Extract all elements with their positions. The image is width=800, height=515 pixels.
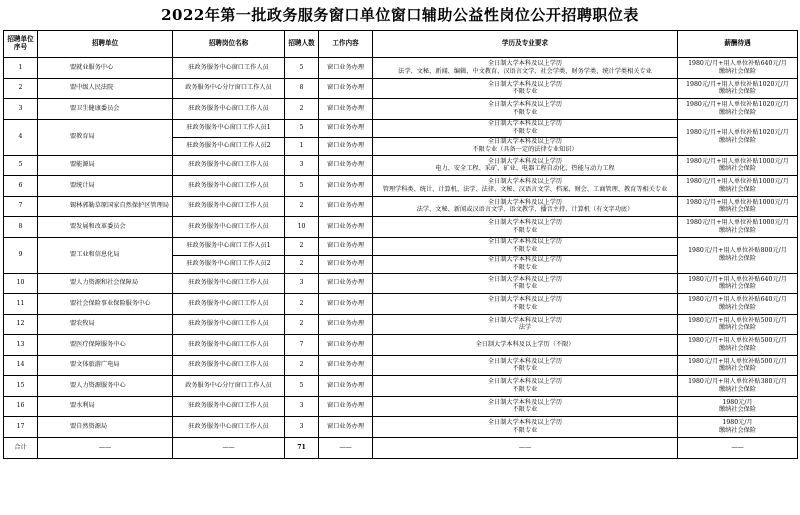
work-cell: 窗口业务办理 (319, 58, 373, 79)
total-label: 合计 (4, 437, 38, 458)
edu-major: 不限专业 (512, 88, 538, 96)
edu-major: 不限专业 (512, 128, 538, 135)
salary-insurance: 缴纳社会保险 (718, 185, 757, 193)
salary-amount: 1980元/月+用人单位补贴640元/月 (688, 296, 787, 304)
salary-amount: 1980元/月+用人单位补贴500元/月 (688, 316, 787, 324)
count-cell: 2 (285, 314, 319, 335)
salary-insurance: 缴纳社会保险 (718, 88, 757, 96)
count-cell: 5 (285, 58, 319, 79)
edu-degree: 全日制大学本科及以上学历 (487, 219, 563, 227)
edu-major: 不限专业 (512, 283, 538, 291)
edu-degree: 全日制大学本科及以上学历 (487, 198, 563, 206)
seq-cell: 11 (4, 294, 38, 315)
position-cell: 驻政务服务中心窗口工作人员 (173, 99, 285, 120)
unit-cell: 盟就业服务中心 (38, 58, 173, 79)
position-cell: 驻政务服务中心窗口工作人员 (173, 396, 285, 417)
position-cell: 驻政务服务中心窗口工作人员1 (173, 237, 285, 255)
edu-cell (373, 78, 678, 99)
count-cell: 8 (285, 78, 319, 99)
count-cell: 2 (285, 196, 319, 217)
edu-cell (373, 196, 678, 217)
salary-insurance: 缴纳社会保险 (718, 67, 757, 75)
count-cell: 2 (285, 355, 319, 376)
positions-table (3, 30, 798, 459)
salary-amount: 1980元/月+用人单位补贴1000元/月 (686, 219, 789, 227)
edu-degree: 全日制大学本科及以上学历 (487, 178, 563, 186)
edu-cell (373, 273, 678, 294)
total-edu: —— (373, 437, 678, 458)
edu-degree: 全日制大学本科及以上学历 (487, 316, 563, 324)
unit-cell: 盟统计局 (38, 176, 173, 197)
edu-cell (373, 99, 678, 120)
work-cell: 窗口业务办理 (319, 217, 373, 238)
work-cell: 窗口业务办理 (319, 396, 373, 417)
table-row (4, 176, 798, 197)
edu-cell (373, 376, 678, 397)
work-cell: 窗口业务办理 (319, 196, 373, 217)
edu-major: 不限专业 (512, 406, 538, 414)
seq-cell: 7 (4, 196, 38, 217)
position-cell: 驻政务服务中心窗口工作人员 (173, 155, 285, 176)
edu-degree: 全日制大学本科及以上学历 (487, 275, 563, 283)
work-cell: 窗口业务办理 (319, 176, 373, 197)
salary-cell (678, 237, 798, 273)
salary-cell (678, 294, 798, 315)
work-cell: 窗口业务办理 (319, 137, 373, 155)
count-cell: 2 (285, 237, 319, 255)
unit-cell: 锡林郭勒草原国家自然保护区管理局 (38, 196, 173, 217)
salary-insurance: 缴纳社会保险 (718, 255, 757, 262)
seq-cell: 2 (4, 78, 38, 99)
table-row (4, 196, 798, 217)
table-row (4, 99, 798, 120)
unit-cell: 盟中级人民法院 (38, 78, 173, 99)
salary-insurance: 缴纳社会保险 (718, 426, 757, 434)
salary-cell (678, 217, 798, 238)
salary-insurance: 缴纳社会保险 (718, 365, 757, 373)
edu-major: 电力、安全工程、采矿、矿业、电器工程自动化、热能与动力工程 (435, 165, 615, 173)
edu-degree: 全日制大学本科及以上学历 (487, 80, 563, 88)
salary-amount: 1980元/月+用人单位补贴640元/月 (688, 275, 787, 283)
edu-cell (373, 155, 678, 176)
total-work: —— (319, 437, 373, 458)
position-cell: 驻政务服务中心窗口工作人员 (173, 417, 285, 438)
position-cell: 驻政务服务中心窗口工作人员 (173, 217, 285, 238)
salary-insurance: 缴纳社会保险 (718, 324, 757, 332)
header-work: 工作内容 (319, 31, 373, 58)
edu-degree: 全日制大学本科及以上学历 (487, 157, 563, 165)
salary-cell (678, 355, 798, 376)
count-cell: 5 (285, 119, 319, 137)
table-row (4, 396, 798, 417)
salary-cell (678, 417, 798, 438)
table-row (4, 78, 798, 99)
count-cell: 3 (285, 155, 319, 176)
edu-degree: 全日制大学本科及以上学历 (487, 101, 563, 109)
total-position: —— (173, 437, 285, 458)
table-row (4, 376, 798, 397)
table-row (4, 273, 798, 294)
position-cell: 驻政务服务中心窗口工作人员 (173, 335, 285, 356)
salary-amount: 1980元/月+用人单位补贴1020元/月 (686, 80, 789, 88)
position-cell: 驻政务服务中心窗口工作人员2 (173, 137, 285, 155)
header-count: 招聘人数 (285, 31, 319, 58)
edu-cell (373, 58, 678, 79)
unit-cell: 盟农牧局 (38, 314, 173, 335)
unit-cell: 盟能源局 (38, 155, 173, 176)
count-cell: 2 (285, 255, 319, 273)
salary-cell (678, 273, 798, 294)
unit-cell: 盟卫生健康委员会 (38, 99, 173, 120)
salary-cell (678, 335, 798, 356)
unit-cell: 盟工业和信息化局 (38, 237, 173, 273)
edu-major: 法学、文秘、新闻或汉语言文学、语文教学、播音主持、计算机（有文字功底） (416, 206, 634, 214)
seq-cell: 5 (4, 155, 38, 176)
count-cell: 2 (285, 99, 319, 120)
count-cell: 2 (285, 294, 319, 315)
unit-cell: 盟文体旅游广电局 (38, 355, 173, 376)
header-edu: 学历及专业要求 (373, 31, 678, 58)
count-cell: 5 (285, 376, 319, 397)
salary-amount: 1980元/月+用人单位补贴1020元/月 (686, 129, 789, 137)
position-cell: 驻政务服务中心窗口工作人员 (173, 294, 285, 315)
unit-cell: 盟社会保险事业保险服务中心 (38, 294, 173, 315)
salary-insurance: 缴纳社会保险 (718, 206, 757, 214)
seq-cell: 15 (4, 376, 38, 397)
table-row (4, 314, 798, 335)
salary-amount: 1980元/月+用人单位补贴800元/月 (688, 247, 787, 255)
salary-cell (678, 155, 798, 176)
seq-cell: 13 (4, 335, 38, 356)
salary-cell (678, 176, 798, 197)
salary-cell (678, 196, 798, 217)
table-row (4, 217, 798, 238)
header-position: 招聘岗位名称 (173, 31, 285, 58)
seq-cell: 10 (4, 273, 38, 294)
edu-cell (373, 237, 678, 255)
salary-insurance: 缴纳社会保险 (718, 137, 757, 144)
header-unit: 招聘单位 (38, 31, 173, 58)
edu-degree: 全日制大学本科及以上学历（不限） (475, 340, 575, 348)
salary-insurance: 缴纳社会保险 (718, 283, 757, 291)
position-cell: 驻政务服务中心窗口工作人员 (173, 176, 285, 197)
edu-cell (373, 176, 678, 197)
salary-amount: 1980元/月+用人单位补贴640元/月 (688, 60, 787, 68)
table-row (4, 335, 798, 356)
edu-major: 不限专业（具备一定的法律专业知识） (472, 146, 578, 153)
position-cell: 驻政务服务中心窗口工作人员 (173, 58, 285, 79)
edu-degree: 全日制大学本科及以上学历 (487, 256, 563, 264)
edu-cell (373, 217, 678, 238)
seq-cell: 17 (4, 417, 38, 438)
work-cell: 窗口业务办理 (319, 355, 373, 376)
total-salary: —— (678, 437, 798, 458)
work-cell: 窗口业务办理 (319, 273, 373, 294)
unit-cell: 盟人力资源和社会保障局 (38, 273, 173, 294)
salary-insurance: 缴纳社会保险 (718, 108, 757, 116)
edu-cell (373, 294, 678, 315)
total-count: 71 (285, 437, 319, 458)
table-row (4, 155, 798, 176)
salary-amount: 1980元/月 (722, 419, 753, 427)
table-row (4, 237, 798, 255)
edu-major: 法学 (518, 324, 532, 332)
seq-cell: 16 (4, 396, 38, 417)
salary-amount: 1980元/月 (722, 398, 753, 406)
unit-cell: 盟自然资源局 (38, 417, 173, 438)
edu-cell (373, 417, 678, 438)
position-cell: 驻政务服务中心窗口工作人员 (173, 273, 285, 294)
seq-cell: 9 (4, 237, 38, 273)
work-cell: 窗口业务办理 (319, 78, 373, 99)
seq-cell: 4 (4, 119, 38, 155)
table-row (4, 58, 798, 79)
edu-major: 不限专业 (512, 108, 538, 116)
salary-amount: 1980元/月+用人单位补贴500元/月 (688, 337, 787, 345)
seq-cell: 14 (4, 355, 38, 376)
edu-degree: 全日制大学本科及以上学历 (487, 398, 563, 406)
work-cell: 窗口业务办理 (319, 119, 373, 137)
page-title: 2022年第一批政务服务窗口单位窗口辅助公益性岗位公开招聘职位表 (161, 6, 639, 24)
salary-insurance: 缴纳社会保险 (718, 303, 757, 311)
salary-insurance: 缴纳社会保险 (718, 226, 757, 234)
edu-cell (373, 255, 678, 273)
salary-amount: 1980元/月+用人单位补贴380元/月 (688, 378, 787, 386)
seq-cell: 12 (4, 314, 38, 335)
edu-major: 管理学科类、统计、计算机、法学、法律、文秘、汉语言文学、档案、财会、工商管理、教育等相关专业 (382, 185, 668, 193)
work-cell: 窗口业务办理 (319, 376, 373, 397)
seq-cell: 3 (4, 99, 38, 120)
seq-cell: 6 (4, 176, 38, 197)
salary-insurance: 缴纳社会保险 (718, 406, 757, 414)
count-cell: 3 (285, 417, 319, 438)
edu-degree: 全日制大学本科及以上学历 (487, 60, 563, 68)
table-row (4, 417, 798, 438)
position-cell: 政务服务中心分厅窗口工作人员 (173, 78, 285, 99)
count-cell: 7 (285, 335, 319, 356)
seq-cell: 8 (4, 217, 38, 238)
edu-degree: 全日制大学本科及以上学历 (487, 238, 563, 246)
table-row (4, 294, 798, 315)
salary-cell (678, 78, 798, 99)
seq-cell: 1 (4, 58, 38, 79)
edu-cell (373, 335, 678, 356)
edu-degree: 全日制大学本科及以上学历 (487, 419, 563, 427)
salary-amount: 1980元/月+用人单位补贴1020元/月 (686, 101, 789, 109)
salary-amount: 1980元/月+用人单位补贴1000元/月 (686, 198, 789, 206)
work-cell: 窗口业务办理 (319, 255, 373, 273)
total-unit: —— (38, 437, 173, 458)
edu-degree: 全日制大学本科及以上学历 (487, 120, 563, 128)
edu-degree: 全日制大学本科及以上学历 (487, 296, 563, 304)
salary-insurance: 缴纳社会保险 (718, 385, 757, 393)
salary-insurance: 缴纳社会保险 (718, 165, 757, 173)
edu-cell (373, 314, 678, 335)
edu-degree: 全日制大学本科及以上学历 (487, 357, 563, 365)
position-cell: 驻政务服务中心窗口工作人员2 (173, 255, 285, 273)
salary-cell (678, 314, 798, 335)
position-cell: 政务服务中心分厅窗口工作人员 (173, 376, 285, 397)
salary-cell (678, 99, 798, 120)
table-body (4, 58, 798, 459)
work-cell: 窗口业务办理 (319, 294, 373, 315)
salary-insurance: 缴纳社会保险 (718, 344, 757, 352)
count-cell: 3 (285, 273, 319, 294)
edu-major: 不限专业 (512, 226, 538, 234)
salary-amount: 1980元/月+用人单位补贴1000元/月 (686, 157, 789, 165)
count-cell: 1 (285, 137, 319, 155)
edu-major: 不限专业 (512, 246, 538, 253)
edu-major: 法学、文秘、新闻、编辑、中文教育、汉语言文学、社会学类、财务学类、统计学类相关专业 (398, 67, 652, 75)
position-cell: 驻政务服务中心窗口工作人员1 (173, 119, 285, 137)
unit-cell: 盟教育局 (38, 119, 173, 155)
edu-major: 不限专业 (512, 385, 538, 393)
edu-degree: 全日制大学本科及以上学历 (487, 378, 563, 386)
salary-amount: 1980元/月+用人单位补贴1000元/月 (686, 178, 789, 186)
header-seq: 招聘单位序号 (4, 31, 38, 58)
salary-cell (678, 396, 798, 417)
unit-cell: 盟发展和改革委员会 (38, 217, 173, 238)
work-cell: 窗口业务办理 (319, 335, 373, 356)
edu-major: 不限专业 (512, 264, 538, 271)
edu-major: 不限专业 (512, 303, 538, 311)
table-row (4, 355, 798, 376)
total-row (4, 437, 798, 458)
salary-amount: 1980元/月+用人单位补贴500元/月 (688, 357, 787, 365)
work-cell: 窗口业务办理 (319, 417, 373, 438)
edu-cell (373, 119, 678, 137)
work-cell: 窗口业务办理 (319, 155, 373, 176)
edu-major: 不限专业 (512, 426, 538, 434)
table-header-row (4, 31, 798, 58)
edu-cell (373, 396, 678, 417)
count-cell: 3 (285, 396, 319, 417)
edu-cell (373, 137, 678, 155)
header-salary: 薪酬待遇 (678, 31, 798, 58)
unit-cell: 盟医疗保障服务中心 (38, 335, 173, 356)
salary-cell (678, 58, 798, 79)
position-cell: 驻政务服务中心窗口工作人员 (173, 196, 285, 217)
edu-major: 不限专业 (512, 365, 538, 373)
work-cell: 窗口业务办理 (319, 99, 373, 120)
position-cell: 驻政务服务中心窗口工作人员 (173, 314, 285, 335)
position-cell: 驻政务服务中心窗口工作人员 (173, 355, 285, 376)
salary-cell (678, 376, 798, 397)
unit-cell: 盟人力资源服务中心 (38, 376, 173, 397)
work-cell: 窗口业务办理 (319, 314, 373, 335)
unit-cell: 盟水利局 (38, 396, 173, 417)
edu-cell (373, 355, 678, 376)
count-cell: 10 (285, 217, 319, 238)
count-cell: 5 (285, 176, 319, 197)
table-row (4, 119, 798, 137)
salary-cell (678, 119, 798, 155)
edu-degree: 全日制大学本科及以上学历 (487, 138, 563, 146)
work-cell: 窗口业务办理 (319, 237, 373, 255)
